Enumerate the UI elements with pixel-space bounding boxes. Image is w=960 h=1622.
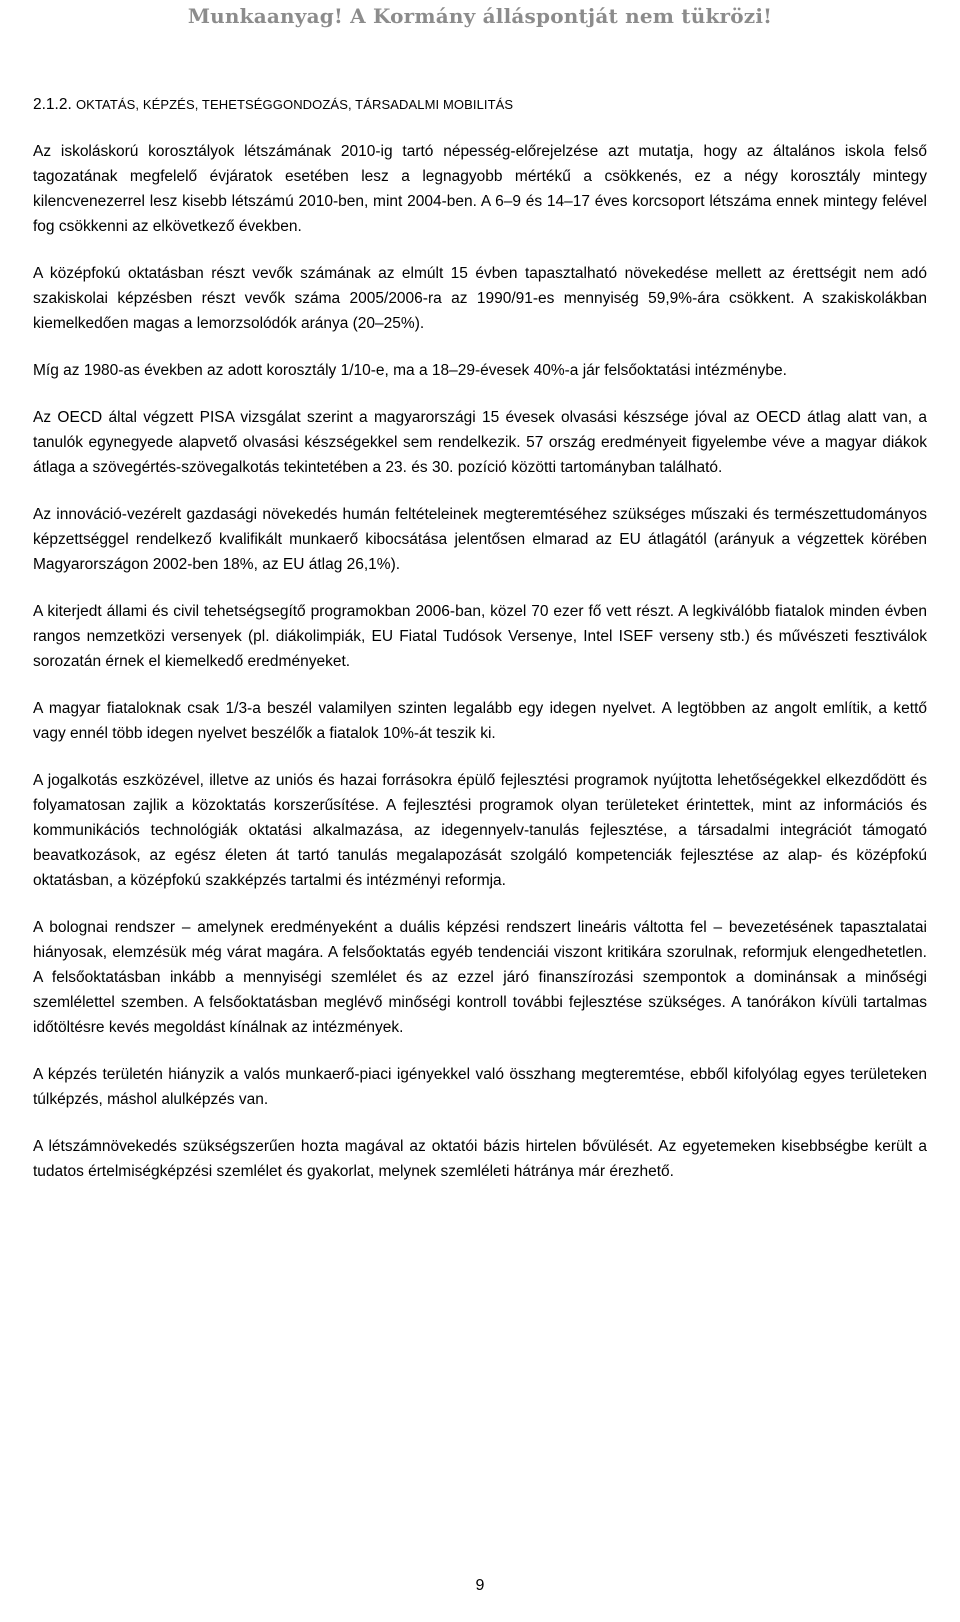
paragraph: A kiterjedt állami és civil tehetségsegítő programokban 2006-ban, közel 70 ezer fő vett részt. A legkiválóbb fiatalok minden évben rangos nemzetközi versenyek (pl. diákolimpiák, EU Fiatal Tudósok Versenye, Intel ISEF verseny stb.) és művészeti fesztiválok sorozatán érnek el kiemelkedő eredményeket. (33, 603, 927, 670)
paragraph: A magyar fiataloknak csak 1/3-a beszél valamilyen szinten legalább egy idegen nyelvet. A legtöbben az angolt említik, a kettő vagy ennél több idegen nyelvet beszélők a fiatalok 10%-át teszik ki. (33, 700, 927, 742)
paragraph: A létszámnövekedés szükségszerűen hozta magával az oktatói bázis hirtelen bővülését. Az egyetemeken kisebbségbe került a tudatos értelmiségképzési szemlélet és gyakorlat, melynek szemléleti hátránya már érezhető. (33, 1138, 927, 1180)
paragraph: Az innováció-vezérelt gazdasági növekedés humán feltételeinek megteremtéséhez szükséges műszaki és természettudományos képzettséggel rendelkező kvalifikált munkaerő kibocsátása jelentősen elmarad az EU átlagától (arányuk a végzettek körében Magyarországon 2002-ben 18%, az EU átlag 26,1%). (33, 506, 927, 573)
page-number: 9 (475, 1577, 485, 1594)
paragraph: A bolognai rendszer – amelynek eredményeként a duális képzési rendszert lineáris váltotta fel – bevezetésének tapasztalatai hiányosak, elemzésük még várat magára. A felsőoktatás egyéb tendenciái viszont kritikára szorulnak, reformjuk elengedhetetlen. A felsőoktatásban inkább a mennyiségi szemlélet és az ezzel járó finanszírozási szempontok a dominánsak a minőségi szemlélettel szemben. A felsőoktatásban meglévő minőségi kontroll további fejlesztése szükséges. A tanórákon kívüli tartalmas időtöltésre kevés megoldást kínálnak az intézmények. (33, 919, 927, 1036)
paragraph: A jogalkotás eszközével, illetve az uniós és hazai forrásokra épülő fejlesztési programok nyújtotta lehetőségekkel elkezdődött és folyamatosan zajlik a közoktatás korszerűsítése. A fejlesztési programok olyan területeket érintettek, mint az információs és kommunikációs technológiák oktatási alkalmazása, az idegennyelv-tanulás fejlesztése, a társadalmi integrációt támogató beavatkozások, az egész életen át tartó tanulás megalapozását szolgáló kompetenciák fejlesztése az alap- és középfokú oktatásban, a középfokú szakképzés tartalmi és intézményi reformja. (33, 772, 927, 889)
document-body (33, 92, 927, 1206)
paragraph: Az iskoláskorú korosztályok létszámának 2010-ig tartó népesség-előrejelzése azt mutatja, hogy az általános iskola felső tagozatának megfelelő évjáratok esetében lesz a legnagyobb mértékű a csökkenés, ez a négy korosztály mintegy kilencvenezerrel lesz kisebb létszámú 2010-ben, mint 2004-ben. A 6–9 és 14–17 éves korcsoport létszáma ennek mintegy felével fog csökkenni az elkövetkező években. (33, 143, 927, 235)
paragraph: Míg az 1980-as években az adott korosztály 1/10-e, ma a 18–29-évesek 40%-a jár felsőoktatási intézménybe. (33, 362, 787, 379)
paragraph: Az OECD által végzett PISA vizsgálat szerint a magyarországi 15 évesek olvasási készsége jóval az OECD átlag alatt van, a tanulók egynegyede alapvető olvasási készségekkel sem rendelkezik. 57 ország eredményeit figyelembe véve a magyar diákok átlaga a szövegértés-szövegalkotás tekintetében a 23. és 30. pozíció közötti tartományban található. (33, 409, 927, 476)
watermark-header: Munkaanyag! A Kormány álláspontját nem tükrözi! (187, 4, 773, 28)
section-heading (33, 92, 927, 117)
paragraph: A képzés területén hiányzik a valós munkaerő-piaci igényekkel való összhang megteremtése, ebből kifolyólag egyes területeken túlképzés, máshol alulképzés van. (33, 1066, 927, 1108)
paragraph: A középfokú oktatásban részt vevők számának az elmúlt 15 évben tapasztalható növekedése mellett az érettségit nem adó szakiskolai képzésben részt vevők száma 2005/2006-ra az 1990/91-es mennyiség 59,9%-ára csökkent. A szakiskolákban kiemelkedően magas a lemorzsolódók aránya (20–25%). (33, 265, 927, 332)
section-number: 2.1.2. (33, 96, 72, 113)
section-title: OKTATÁS, KÉPZÉS, TEHETSÉGGONDOZÁS, TÁRSADALMI MOBILITÁS (75, 97, 514, 112)
